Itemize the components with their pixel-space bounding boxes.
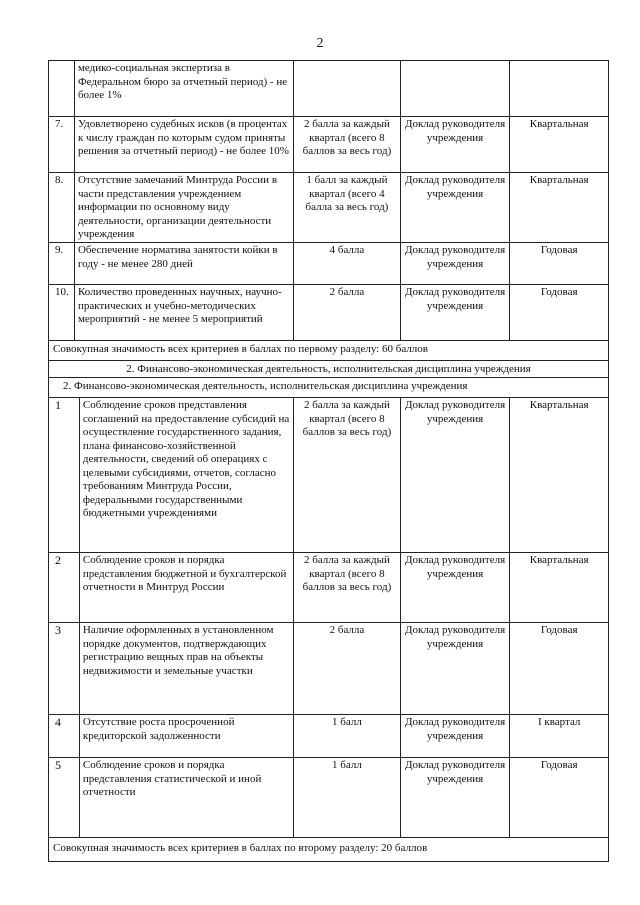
- table-row: [49, 61, 608, 116]
- source-text: Доклад руководителя учреждения: [400, 553, 510, 622]
- period-text: I квартал: [509, 715, 608, 757]
- source-text: [400, 61, 510, 116]
- row-number: 5: [55, 758, 61, 772]
- table-row: [49, 757, 608, 837]
- criterion-text: Удовлетворено судебных исков (в процентах к числу граждан по которым судом приняты решения за отчетный период) - не более 10%: [74, 117, 293, 172]
- table-row: [49, 116, 608, 172]
- section1-total: Совокупная значимость всех критериев в баллах по первому разделу: 60 баллов: [53, 343, 428, 355]
- period-text: Квартальная: [509, 553, 608, 622]
- source-text: Доклад руководителя учреждения: [400, 285, 510, 340]
- period-text: Годовая: [509, 758, 608, 837]
- row-number: 2: [55, 553, 61, 567]
- criteria-table: [48, 60, 609, 862]
- section2-heading-centered: 2. Финансово-экономическая деятельность, исполнительская дисциплина учреждения: [126, 363, 531, 375]
- row-number: 1: [55, 398, 61, 412]
- period-text: Квартальная: [509, 173, 608, 242]
- section-total-row: [49, 340, 608, 360]
- table-row: [49, 397, 608, 552]
- criterion-text: Соблюдение сроков и порядка представления статистической и иной отчетности: [79, 758, 293, 837]
- criterion-text: Соблюдение сроков и порядка представления бюджетной и бухгалтерской отчетности в Минтруд России: [79, 553, 293, 622]
- period-text: Квартальная: [509, 117, 608, 172]
- source-text: Доклад руководителя учреждения: [400, 715, 510, 757]
- source-text: Доклад руководителя учреждения: [400, 243, 510, 284]
- table-row: [49, 552, 608, 622]
- section-heading-row: [49, 360, 608, 377]
- row-number: 7.: [55, 118, 64, 130]
- row-number: [49, 61, 74, 116]
- criterion-text: медико-социальная экспертиза в Федеральном бюро за отчетный период) - не более 1%: [74, 61, 293, 116]
- points-text: 2 балла за каждый квартал (всего 8 баллов за весь год): [293, 117, 400, 172]
- points-text: 2 балла за каждый квартал (всего 8 баллов за весь год): [293, 553, 400, 622]
- row-number: 8.: [55, 174, 64, 186]
- table-row: [49, 172, 608, 242]
- row-number: 10.: [55, 286, 69, 298]
- row-number: 9.: [55, 244, 64, 256]
- section-total-row: [49, 837, 608, 861]
- row-number: 4: [55, 715, 61, 729]
- period-text: Годовая: [509, 623, 608, 714]
- table-row: [49, 714, 608, 757]
- criterion-text: Количество проведенных научных, научно- практических и учебно-методических мероприятий - не менее 5 мероприятий: [74, 285, 293, 340]
- source-text: Доклад руководителя учреждения: [400, 623, 510, 714]
- points-text: [293, 61, 400, 116]
- period-text: Квартальная: [509, 398, 608, 552]
- section2-heading: 2. Финансово-экономическая деятельность, исполнительская дисциплина учреждения: [63, 380, 468, 392]
- source-text: Доклад руководителя учреждения: [400, 117, 510, 172]
- points-text: 1 балл за каждый квартал (всего 4 балла за весь год): [293, 173, 400, 242]
- source-text: Доклад руководителя учреждения: [400, 758, 510, 837]
- section2-total: Совокупная значимость всех критериев в баллах по второму разделу: 20 баллов: [53, 842, 428, 854]
- source-text: Доклад руководителя учреждения: [400, 173, 510, 242]
- points-text: 1 балл: [293, 758, 400, 837]
- points-text: 2 балла: [293, 623, 400, 714]
- criterion-text: Соблюдение сроков представления соглашений на предоставление субсидий на осуществление государственного задания, плана финансово-хозяйственной деятельности, сведений об операциях с целевыми субсидиями, отчетов, согласно требованиям Минтруда России, федеральными государственными бюджетными учреждениями: [79, 398, 293, 552]
- table-row: [49, 284, 608, 340]
- table-row: [49, 622, 608, 714]
- points-text: 2 балла за каждый квартал (всего 8 баллов за весь год): [293, 398, 400, 552]
- section-heading-row: [49, 377, 608, 397]
- criterion-text: Наличие оформленных в установленном порядке документов, подтверждающих регистрацию вещных прав на объекты недвижимости и земельные участки: [79, 623, 293, 714]
- points-text: 4 балла: [293, 243, 400, 284]
- criterion-text: Отсутствие роста просроченной кредиторской задолженности: [79, 715, 293, 757]
- period-text: Годовая: [509, 243, 608, 284]
- points-text: 1 балл: [293, 715, 400, 757]
- criterion-text: Обеспечение норматива занятости койки в году - не менее 280 дней: [74, 243, 293, 284]
- period-text: Годовая: [509, 285, 608, 340]
- source-text: Доклад руководителя учреждения: [400, 398, 510, 552]
- points-text: 2 балла: [293, 285, 400, 340]
- page-number: 2: [316, 36, 324, 51]
- criterion-text: Отсутствие замечаний Минтруда России в части представления учреждением информации по основному виду деятельности, организации деятельности учреждения: [74, 173, 293, 242]
- table-row: [49, 242, 608, 284]
- row-number: 3: [55, 623, 61, 637]
- period-text: [509, 61, 608, 116]
